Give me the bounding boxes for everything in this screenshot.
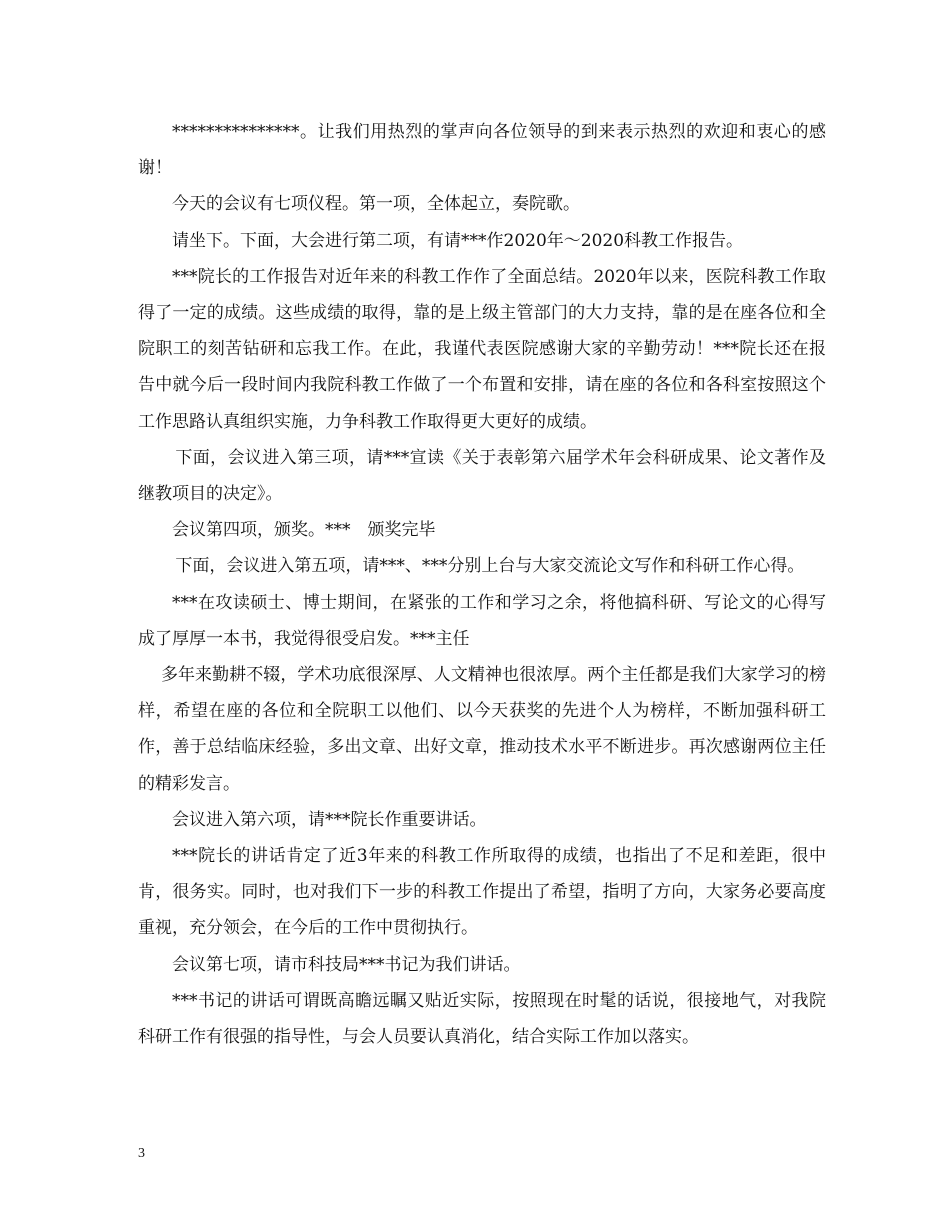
paragraph-agenda: 今天的会议有七项仪程。第一项，全体起立，奏院歌。	[172, 194, 580, 215]
paragraph-secretary-speech: ***书记的讲话可谓既高瞻远瞩又贴近实际，按照现在时髦的话说，很接地气，对我院科研工作有很强的指导性，与会人员要认真消化，结合实际工作加以落实。	[138, 990, 826, 1048]
paragraph-item-four: 会议第四项，颁奖。*** 颁奖完毕	[172, 520, 436, 541]
paragraph-item-seven: 会议第七项，请市科技局***书记为我们讲话。	[172, 954, 521, 975]
document-body	[138, 114, 826, 1055]
paragraph-item-three: 下面，会议进入第三项，请***宣读《关于表彰第六届学术年会科研成果、论文著作及继教项目的决定》。	[138, 447, 826, 505]
page-number: 3	[138, 1146, 145, 1161]
paragraph-welcome: ***************。让我们用热烈的掌声向各位领导的到来表示热烈的欢迎和衷心的感谢！	[138, 122, 826, 179]
paragraph-report-summary: ***院长的工作报告对近年来的科教工作作了全面总结。2020年以来，医院科教工作取得了一定的成绩。这些成绩的取得，靠的是上级主管部门的大力支持，靠的是在座各位和全院职工的刻苦钻研和忘我工作。在此，我谨代表医院感谢大家的辛勤劳动！***院长还在报告中就今后一段时间内我院科教工作做了一个布置和安排，请在座的各位和各科室按照这个工作思路认真组织实施，力争科教工作取得更大更好的成绩。	[138, 266, 826, 432]
paragraph-item-five: 下面，会议进入第五项，请***、***分别上台与大家交流论文写作和科研工作心得。	[175, 556, 805, 577]
paragraph-item-six: 会议进入第六项，请***院长作重要讲话。	[172, 809, 487, 830]
paragraph-dean-speech: ***院长的讲话肯定了近3年来的科教工作所取得的成绩，也指出了不足和差距，很中肯，很务实。同时，也对我们下一步的科教工作提出了希望，指明了方向，大家务必要高度重视，充分领会，在今后的工作中贯彻执行。	[138, 846, 826, 939]
paragraph-item-two: 请坐下。下面，大会进行第二项，有请***作2020年～2020科教工作报告。	[172, 230, 744, 251]
paragraph-speaker-one: ***在攻读硕士、博士期间，在紧张的工作和学习之余，将他搞科研、写论文的心得写成了厚厚一本书，我觉得很受启发。***主任	[138, 592, 826, 649]
paragraph-speaker-two: 多年来勤耕不辍，学术功底很深厚、人文精神也很浓厚。两个主任都是我们大家学习的榜样，希望在座的各位和全院职工以他们、以今天获奖的先进个人为榜样，不断加强科研工作，善于总结临床经验，多出文章、出好文章，推动技术水平不断进步。再次感谢两位主任的精彩发言。	[138, 665, 826, 794]
